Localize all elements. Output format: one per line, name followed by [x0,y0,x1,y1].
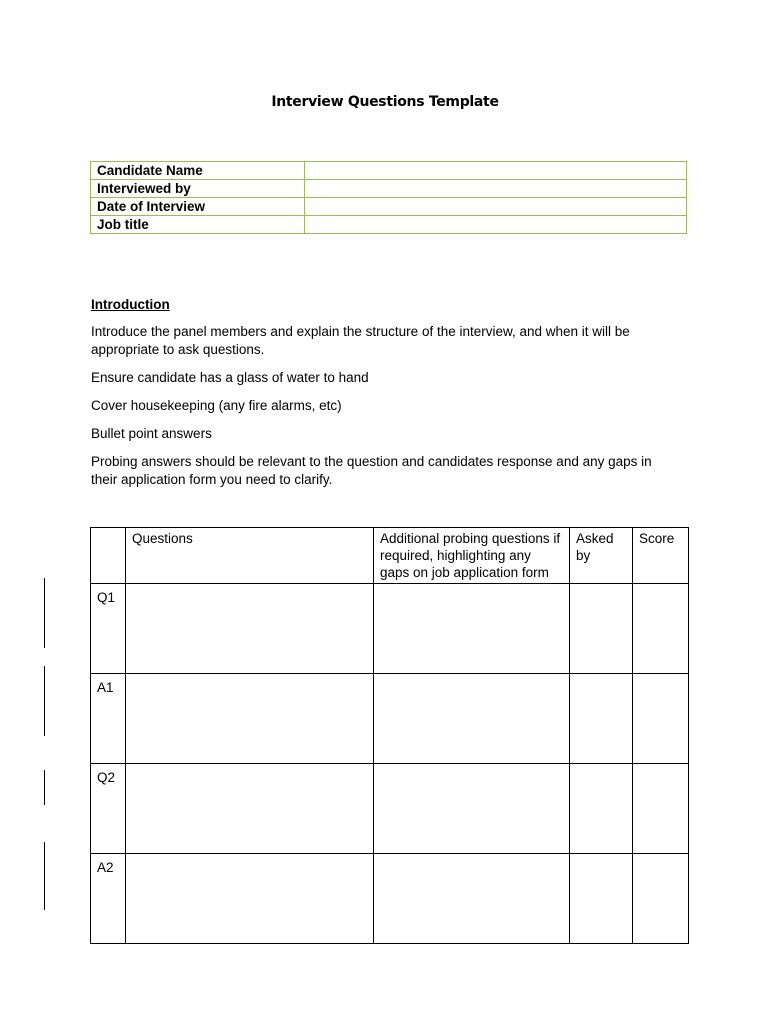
header-asked-by: Asked by [570,528,633,584]
header-blank [91,528,126,584]
job-title-value[interactable] [305,216,687,234]
table-row [91,854,689,944]
score-cell[interactable] [633,584,689,674]
change-bar-mark [44,666,45,736]
row-label-a1: A1 [91,674,126,764]
header-probing: Additional probing questions if required, highlighting any gaps on job application form [374,528,570,584]
probing-cell[interactable] [374,854,570,944]
question-cell[interactable] [126,584,374,674]
header-score: Score [633,528,689,584]
document-title: Interview Questions Template [271,94,499,110]
questions-header-row [91,528,689,584]
candidate-name-value[interactable] [305,162,687,180]
probing-cell[interactable] [374,674,570,764]
candidate-info-table [90,161,687,234]
question-cell[interactable] [126,674,374,764]
intro-paragraph-bullets: Bullet point answers [91,426,212,441]
table-row [91,584,689,674]
change-bar-mark [44,578,45,648]
asked-by-cell[interactable] [570,854,633,944]
score-cell[interactable] [633,764,689,854]
change-bar-mark [44,842,45,910]
probing-cell[interactable] [374,584,570,674]
interview-date-value[interactable] [305,198,687,216]
row-label-a2: A2 [91,854,126,944]
score-cell[interactable] [633,854,689,944]
intro-paragraph-housekeeping: Cover housekeeping (any fire alarms, etc) [91,398,342,413]
asked-by-cell[interactable] [570,584,633,674]
candidate-name-label: Candidate Name [91,162,305,180]
job-title-label: Job title [91,216,305,234]
candidate-name-row [91,162,687,180]
table-row [91,764,689,854]
interviewed-by-row [91,180,687,198]
probing-cell[interactable] [374,764,570,854]
questions-table [90,527,689,944]
interviewed-by-value[interactable] [305,180,687,198]
header-questions: Questions [126,528,374,584]
question-cell[interactable] [126,764,374,854]
score-cell[interactable] [633,674,689,764]
asked-by-cell[interactable] [570,674,633,764]
introduction-section [91,296,681,499]
job-title-row [91,216,687,234]
change-bar-mark [44,770,45,805]
intro-paragraph-panel: Introduce the panel members and explain the structure of the interview, and when it will be appropriate to ask questions. [91,324,630,357]
row-label-q2: Q2 [91,764,126,854]
row-label-q1: Q1 [91,584,126,674]
table-row [91,674,689,764]
intro-paragraph-water: Ensure candidate has a glass of water to hand [91,370,369,385]
interview-date-row [91,198,687,216]
introduction-heading: Introduction [91,297,170,312]
asked-by-cell[interactable] [570,764,633,854]
question-cell[interactable] [126,854,374,944]
interviewed-by-label: Interviewed by [91,180,305,198]
intro-paragraph-probing: Probing answers should be relevant to the question and candidates response and any gaps in their application form you need to clarify. [91,454,652,487]
interview-date-label: Date of Interview [91,198,305,216]
